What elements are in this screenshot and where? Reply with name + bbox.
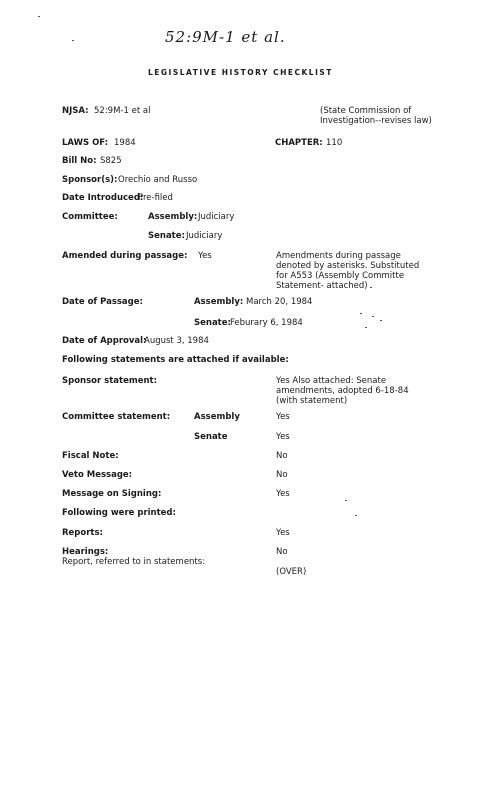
sponsors-label: Sponsor(s): bbox=[62, 175, 118, 185]
scan-speck bbox=[72, 40, 74, 41]
reports-label: Reports: bbox=[62, 528, 103, 538]
message-signing-label: Message on Signing: bbox=[62, 489, 162, 499]
bill-no-value: S825 bbox=[100, 156, 122, 166]
scan-speck bbox=[355, 515, 357, 516]
veto-message-label: Veto Message: bbox=[62, 470, 133, 480]
scan-speck bbox=[38, 16, 40, 17]
following-printed-heading: Following were printed: bbox=[62, 508, 176, 518]
njsa-label: NJSA: bbox=[62, 106, 89, 116]
sponsors-value: Orechio and Russo bbox=[118, 175, 198, 185]
committee-statement-assembly-label: Assembly bbox=[194, 412, 240, 422]
chapter-label: CHAPTER: bbox=[275, 138, 323, 148]
scan-speck bbox=[380, 320, 382, 321]
committee-statement-assembly-value: Yes bbox=[276, 412, 290, 422]
bill-no-label: Bill No: bbox=[62, 156, 97, 166]
report-referred-label: Report, referred to in statements: bbox=[62, 557, 206, 567]
sponsor-statement-label: Sponsor statement: bbox=[62, 376, 157, 386]
message-signing-value: Yes bbox=[276, 489, 290, 499]
njsa-note: (State Commission of Investigation--revises law) bbox=[320, 106, 432, 126]
amended-label: Amended during passage: bbox=[62, 251, 188, 261]
page-title: LEGISLATIVE HISTORY CHECKLIST bbox=[148, 68, 333, 77]
committee-senate-value: Judiciary bbox=[186, 231, 223, 241]
passage-label: Date of Passage: bbox=[62, 297, 143, 307]
committee-assembly-value: Judiciary bbox=[198, 212, 235, 222]
committee-senate-label: Senate: bbox=[148, 231, 185, 241]
hearings-label: Hearings: bbox=[62, 547, 109, 557]
passage-senate-value: Feburary 6, 1984 bbox=[230, 318, 303, 328]
approval-label: Date of Approval: bbox=[62, 336, 147, 346]
committee-statement-senate-label: Senate bbox=[194, 432, 228, 442]
njsa-value: 52:9M-1 et al bbox=[94, 106, 151, 116]
laws-of-label: LAWS OF: bbox=[62, 138, 109, 148]
passage-assembly-label: Assembly: bbox=[194, 297, 244, 307]
date-introduced-value: Pre-filed bbox=[138, 193, 173, 203]
amended-note: Amendments during passage denoted by asterisks. Substituted for A553 (Assembly Committe Statement- attached) bbox=[276, 251, 420, 291]
date-introduced-label: Date Introduced: bbox=[62, 193, 144, 203]
over-marker: (OVER) bbox=[276, 567, 307, 577]
laws-of-value: 1984 bbox=[114, 138, 136, 148]
sponsor-statement-value: Yes Also attached: Senate amendments, adopted 6-18-84 (with statement) bbox=[276, 376, 409, 406]
scan-speck bbox=[360, 313, 362, 314]
committee-statement-label: Committee statement: bbox=[62, 412, 171, 422]
hearings-value: No bbox=[276, 547, 288, 557]
fiscal-note-value: No bbox=[276, 451, 288, 461]
reports-value: Yes bbox=[276, 528, 290, 538]
passage-senate-label: Senate: bbox=[194, 318, 231, 328]
following-attached-heading: Following statements are attached if available: bbox=[62, 355, 289, 365]
fiscal-note-label: Fiscal Note: bbox=[62, 451, 119, 461]
committee-label: Committee: bbox=[62, 212, 118, 222]
committee-assembly-label: Assembly: bbox=[148, 212, 198, 222]
approval-value: August 3, 1984 bbox=[144, 336, 209, 346]
amended-value: Yes bbox=[198, 251, 212, 261]
passage-assembly-value: March 20, 1984 bbox=[246, 297, 313, 307]
scan-speck bbox=[345, 500, 347, 501]
scan-speck bbox=[370, 287, 372, 288]
scan-speck bbox=[365, 327, 367, 328]
veto-message-value: No bbox=[276, 470, 288, 480]
chapter-value: 110 bbox=[326, 138, 343, 148]
handwritten-citation: 52:9M-1 et al. bbox=[165, 28, 286, 46]
scan-speck bbox=[372, 316, 374, 317]
committee-statement-senate-value: Yes bbox=[276, 432, 290, 442]
